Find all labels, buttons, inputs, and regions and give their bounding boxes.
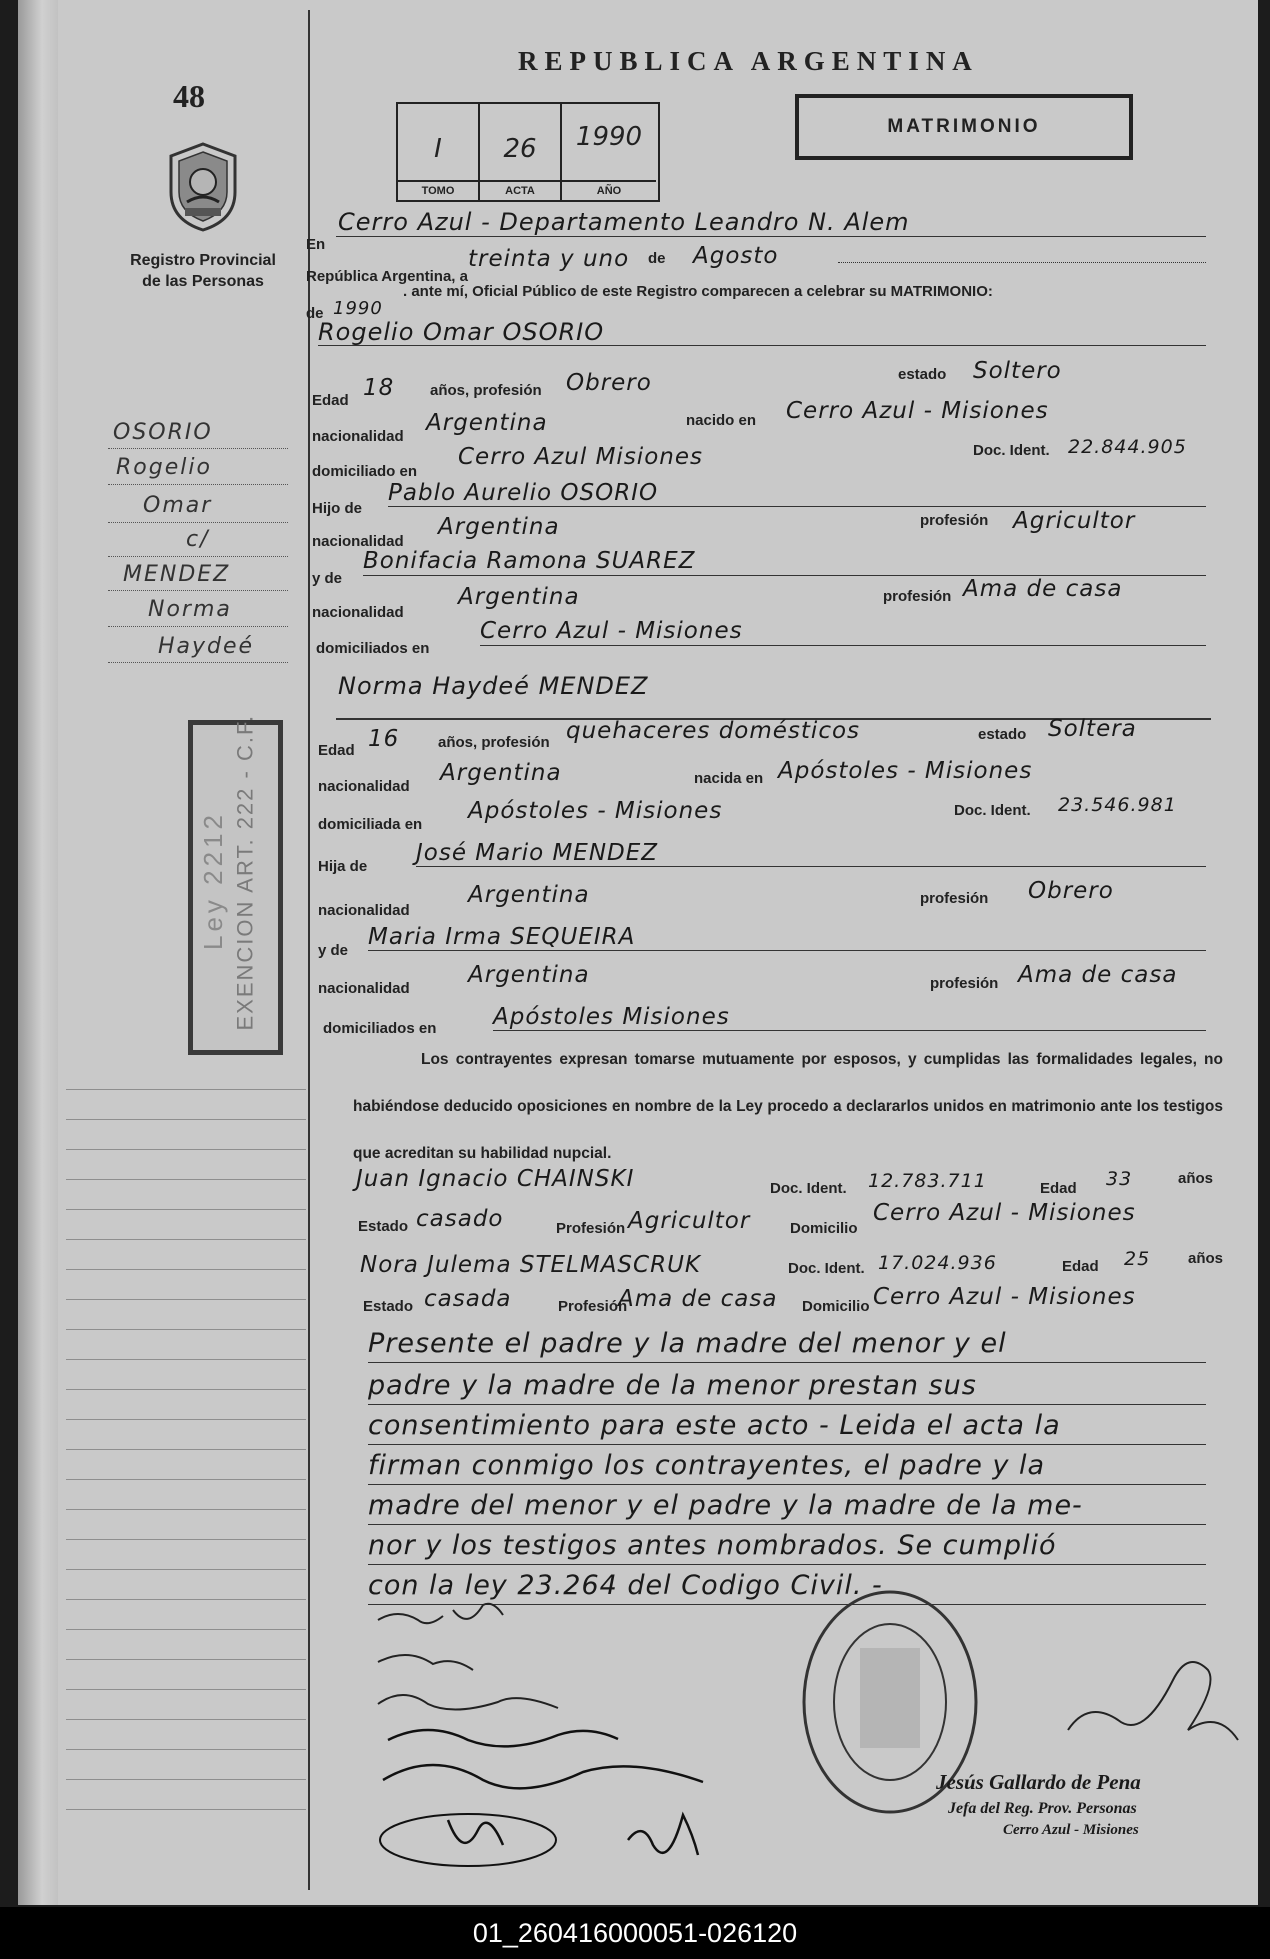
declaration-text: Los contrayentes expresan tomarse mutuamente por esposos, y cumplidas las formalidades legales, no habiéndose deducido oposiciones en nombre de la Ley procedo a declararlos unidos en matrimonio ante los testigos que acreditan su habilidad nupcial. — [353, 1051, 1223, 1162]
republica-label: República Argentina, a — [306, 268, 468, 285]
groom-mother-prof-label: profesión — [883, 588, 952, 605]
anio-label: AÑO — [562, 180, 656, 200]
bride-father-nac-value: Argentina — [468, 882, 590, 908]
underline — [368, 1484, 1206, 1485]
witness2-doc-value: 17.024.936 — [878, 1252, 997, 1274]
acta-cell — [480, 104, 562, 200]
groom-edad-value: 18 — [363, 375, 395, 401]
page-number: 48 — [173, 78, 205, 114]
witness1-estado-label: Estado — [358, 1218, 409, 1235]
bride-mother-prof-value: Ama de casa — [1018, 962, 1178, 988]
note-line: firman conmigo los contrayentes, el padre y la — [368, 1450, 1046, 1481]
margin-surname-groom: OSORIO — [113, 420, 213, 445]
en-label: En — [306, 236, 326, 253]
margin-dotline — [108, 590, 288, 591]
note-line: con la ley 23.264 del Codigo Civil. - — [368, 1570, 883, 1601]
witness2-edad-label: Edad — [1062, 1258, 1099, 1275]
groom-parents-dom-label: domiciliados en — [316, 640, 430, 657]
bride-nac-label: nacionalidad — [318, 778, 410, 795]
groom-profesion-label: años, profesión — [430, 382, 542, 399]
bride-nacida-label: nacida en — [694, 770, 764, 787]
bride-father-nac-label: nacionalidad — [318, 902, 410, 919]
underline — [368, 1362, 1206, 1363]
margin-dotline — [108, 484, 288, 485]
groom-hijo-label: Hijo de — [312, 500, 363, 517]
bride-father-prof-label: profesión — [920, 890, 989, 907]
bride-mother-prof-label: profesión — [930, 975, 999, 992]
witness1-estado-value: casado — [416, 1206, 504, 1232]
groom-nac-value: Argentina — [426, 410, 548, 436]
place-value: Cerro Azul - Departamento Leandro N. Alem — [338, 208, 910, 236]
bride-parents-dom-label: domiciliados en — [323, 1020, 437, 1037]
witness2-anos-label: años — [1188, 1250, 1224, 1267]
bride-estado-label: estado — [978, 726, 1027, 743]
note-line: consentimiento para este acto - Leida el acta la — [368, 1410, 1061, 1441]
witness1-doc-label: Doc. Ident. — [770, 1180, 847, 1197]
groom-father: Pablo Aurelio OSORIO — [388, 480, 659, 506]
note-line: padre y la madre de la menor prestan sus — [368, 1370, 977, 1401]
signatures-scribbles-group1 — [373, 1600, 643, 1720]
underline — [480, 645, 1206, 646]
de-year-label: de — [306, 305, 324, 322]
registry-line1: Registro Provincial — [130, 252, 276, 269]
acta-value: 26 — [503, 134, 537, 164]
scan-id-footer: 01_260416000051-026120 — [0, 1907, 1270, 1959]
anio-cell — [562, 104, 656, 200]
de-label: de — [648, 250, 666, 267]
tomo-value: I — [434, 134, 442, 164]
groom-mother-prof-value: Ama de casa — [963, 576, 1123, 602]
underline — [336, 236, 1206, 237]
bride-parents-dom-value: Apóstoles Misiones — [493, 1004, 730, 1030]
underline — [388, 506, 1206, 507]
official-name: Jesús Gallardo de Pena — [936, 1770, 1141, 1794]
margin-surname-bride: MENDEZ — [123, 562, 231, 587]
bride-profesion-label: años, profesión — [438, 734, 550, 751]
margin-dotline — [108, 662, 288, 663]
underline — [493, 1030, 1206, 1031]
bride-nac-value: Argentina — [440, 760, 562, 786]
stamp-law: Ley 2212 — [198, 811, 228, 950]
underline — [368, 1524, 1206, 1525]
bride-father: José Mario MENDEZ — [416, 840, 659, 866]
margin-name-bride: Norma — [148, 597, 232, 622]
intro-text: . ante mí, Oficial Público de este Registro comparecen a celebrar su MATRIMONIO: — [403, 283, 993, 300]
witness1-dom-label: Domicilio — [790, 1220, 858, 1237]
note-line: Presente el padre y la madre del menor y el — [368, 1328, 1007, 1359]
groom-mother-nac-value: Argentina — [458, 584, 580, 610]
acta-label: ACTA — [480, 180, 560, 200]
margin-rule — [308, 10, 310, 1890]
ruled-margin-lines — [66, 1060, 306, 1820]
witness2-edad-value: 25 — [1124, 1248, 1151, 1270]
country-title: REPUBLICA ARGENTINA — [518, 46, 979, 76]
groom-edad-label: Edad — [312, 392, 349, 409]
bride-father-prof-value: Obrero — [1028, 878, 1114, 904]
bride-doc-label: Doc. Ident. — [954, 802, 1031, 819]
groom-mother-nac-label: nacionalidad — [312, 604, 404, 621]
groom-yde-label: y de — [312, 570, 343, 587]
groom-profesion-value: Obrero — [566, 370, 652, 396]
groom-father-nac-label: nacionalidad — [312, 533, 404, 550]
bride-name: Norma Haydeé MENDEZ — [338, 672, 649, 700]
groom-doc-label: Doc. Ident. — [973, 442, 1050, 459]
bride-doc-value: 23.546.981 — [1058, 794, 1177, 816]
witness1-dom-value: Cerro Azul - Misiones — [873, 1200, 1136, 1226]
margin-middle-bride: Haydeé — [158, 634, 255, 659]
groom-nacido-value: Cerro Azul - Misiones — [786, 398, 1049, 424]
groom-estado-label: estado — [898, 366, 947, 383]
groom-parents-dom-value: Cerro Azul - Misiones — [480, 618, 743, 644]
bride-yde-label: y de — [318, 942, 349, 959]
bride-mother-nac-value: Argentina — [468, 962, 590, 988]
witness2-dom-label: Domicilio — [802, 1298, 870, 1315]
bride-dom-label: domiciliada en — [318, 816, 423, 833]
groom-nacido-label: nacido en — [686, 412, 757, 429]
day-value: treinta y uno — [468, 246, 630, 272]
official-signature-scribble — [1058, 1640, 1248, 1760]
underline — [368, 1404, 1206, 1405]
witness1-prof-label: Profesión — [556, 1220, 626, 1237]
groom-dom-value: Cerro Azul Misiones — [458, 444, 703, 470]
document-page — [18, 0, 1258, 1905]
bride-profesion-value: quehaceres domésticos — [566, 718, 861, 744]
bride-mother-nac-label: nacionalidad — [318, 980, 410, 997]
margin-dotline — [108, 626, 288, 627]
bride-dom-value: Apóstoles - Misiones — [468, 798, 723, 824]
witness2-prof-label: Profesión — [558, 1298, 628, 1315]
witness2-estado-label: Estado — [363, 1298, 414, 1315]
margin-separator: c/ — [186, 527, 210, 552]
groom-father-prof-value: Agricultor — [1013, 508, 1136, 534]
dotted-line — [838, 262, 1206, 263]
underline — [368, 950, 1206, 951]
witness2-prof-value: Ama de casa — [618, 1286, 778, 1312]
witness1-edad-label: Edad — [1040, 1180, 1077, 1197]
tomo-label: TOMO — [398, 180, 478, 200]
groom-doc-value: 22.844.905 — [1068, 436, 1187, 458]
margin-dotline — [108, 556, 288, 557]
witness1-name: Juan Ignacio CHAINSKI — [356, 1166, 635, 1192]
bride-mother: Maria Irma SEQUEIRA — [368, 924, 636, 950]
bride-estado-value: Soltera — [1048, 716, 1137, 742]
margin-dotline — [108, 448, 288, 449]
margin-dotline — [108, 522, 288, 523]
official-title: Jefa del Reg. Prov. Personas — [948, 1800, 1137, 1817]
witness1-anos-label: años — [1178, 1170, 1214, 1187]
binding-edge — [18, 0, 58, 1905]
margin-name-groom: Rogelio — [116, 455, 212, 480]
bride-edad-value: 16 — [368, 726, 400, 752]
groom-dom-label: domiciliado en — [312, 463, 418, 480]
anio-value: 1990 — [575, 122, 643, 152]
bride-hija-label: Hija de — [318, 858, 368, 875]
witness2-name: Nora Julema STELMASCRUK — [360, 1252, 701, 1278]
tomo-cell — [398, 104, 480, 200]
registry-line2: de las Personas — [142, 273, 264, 290]
month-value: Agosto — [693, 243, 779, 269]
witness2-estado-value: casada — [424, 1286, 512, 1312]
official-place: Cerro Azul - Misiones — [1003, 1822, 1139, 1838]
exemption-stamp — [188, 713, 283, 1055]
year-value: 1990 — [333, 298, 383, 319]
underline — [318, 345, 1206, 346]
groom-mother: Bonifacia Ramona SUAREZ — [363, 548, 696, 574]
act-type-box: MATRIMONIO — [795, 94, 1133, 160]
note-line: nor y los testigos antes nombrados. Se cumplió — [368, 1530, 1057, 1561]
bride-edad-label: Edad — [318, 742, 355, 759]
witness1-doc-value: 12.783.711 — [868, 1170, 987, 1192]
underline — [416, 866, 1206, 867]
witness1-prof-value: Agricultor — [628, 1208, 751, 1234]
provincial-seal-icon — [163, 140, 243, 232]
registry-name — [118, 250, 288, 292]
underline — [368, 1444, 1206, 1445]
groom-father-prof-label: profesión — [920, 512, 989, 529]
groom-nac-label: nacionalidad — [312, 428, 404, 445]
witness2-dom-value: Cerro Azul - Misiones — [873, 1284, 1136, 1310]
bride-nacida-value: Apóstoles - Misiones — [778, 758, 1033, 784]
signatures-scribbles-group2 — [378, 1720, 798, 1900]
margin-middle-groom: Omar — [143, 493, 213, 518]
stamp-exemption: EXENCION ART. 222 - C.F. — [232, 713, 258, 1031]
witness2-doc-label: Doc. Ident. — [788, 1260, 865, 1277]
register-box — [396, 102, 660, 202]
underline — [368, 1564, 1206, 1565]
witness1-edad-value: 33 — [1106, 1168, 1133, 1190]
groom-estado-value: Soltero — [973, 358, 1062, 384]
groom-name: Rogelio Omar OSORIO — [318, 318, 605, 346]
groom-father-nac-value: Argentina — [438, 514, 560, 540]
note-line: madre del menor y el padre y la madre de la me- — [368, 1490, 1083, 1521]
